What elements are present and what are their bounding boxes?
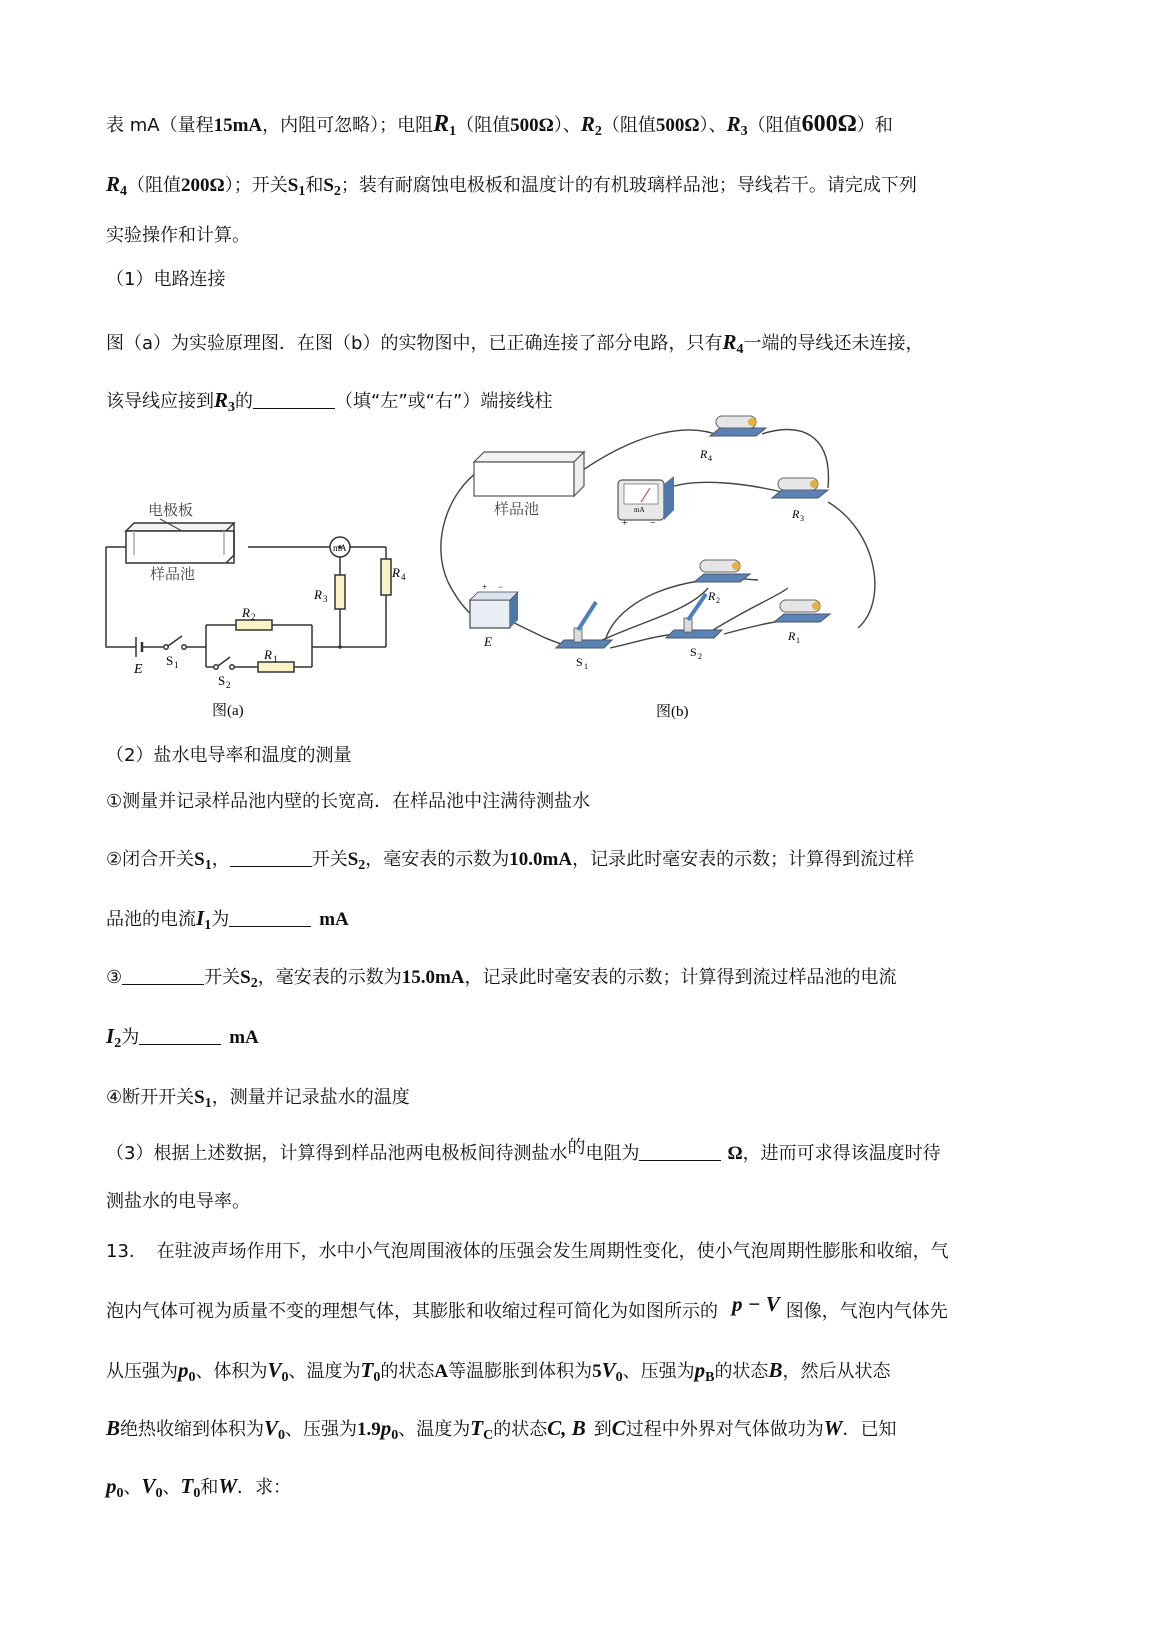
text: ，毫安表的示数为 — [257, 967, 402, 988]
math-i1: I — [196, 906, 205, 930]
math-unit: Ω — [727, 1143, 743, 1164]
text: 从压强为 — [106, 1361, 178, 1382]
q13-line-5 — [106, 1474, 291, 1506]
s2-sub: 2 — [226, 680, 231, 690]
text: ）、 — [699, 115, 727, 136]
math-s1: S — [194, 849, 205, 870]
text-line-step2 — [106, 848, 914, 878]
answer-blank[interactable] — [229, 910, 311, 927]
math-sub: 4 — [736, 342, 744, 357]
math-sub: 0 — [391, 1428, 399, 1443]
resistor-r2-icon — [694, 560, 750, 582]
math-sub: 3 — [228, 400, 236, 415]
math-sub: 3 — [740, 124, 748, 139]
r1-sub: 1 — [273, 654, 278, 664]
text: ）；开关 — [224, 175, 288, 196]
math-pv: p − V — [732, 1292, 780, 1316]
math-sub: 1 — [204, 918, 212, 933]
math-sub: 1 — [449, 124, 457, 139]
milliammeter-icon — [618, 476, 674, 520]
text: （阻值 — [127, 175, 182, 196]
text-line-part3b: 测盐水的电导率。 — [106, 1191, 250, 1212]
text-line-3: 实验操作和计算。 — [106, 225, 250, 246]
text: ， — [211, 849, 230, 870]
text: ，记录此时毫安表的示数；计算得到流过样品池的电流 — [464, 967, 897, 988]
text: 表 mA（量程 — [106, 115, 214, 136]
math-t0: T — [360, 1358, 374, 1382]
math-sub: 0 — [278, 1428, 286, 1443]
math-v0: V — [141, 1474, 156, 1498]
math-v0: V — [264, 1416, 279, 1440]
electrode-label: 电极板 — [148, 503, 194, 519]
text: （阻值 — [747, 115, 802, 136]
math-value: 200Ω — [181, 175, 225, 196]
section-heading-2: （2）盐水电导率和温度的测量 — [106, 745, 352, 766]
r1-label: R — [264, 647, 272, 662]
math-p0: p — [106, 1474, 117, 1498]
plus-label: + — [482, 582, 488, 592]
battery-icon — [470, 592, 518, 628]
answer-blank[interactable] — [230, 850, 312, 867]
switch-s1-icon — [556, 602, 612, 648]
text: ，毫安表的示数为 — [365, 849, 510, 870]
math-sub: 1 — [298, 184, 306, 199]
text: ；装有耐腐蚀电极板和温度计的有机玻璃样品池；导线若干。请完成下列 — [340, 175, 917, 196]
text: （阻值 — [601, 115, 656, 136]
figure-b-apparatus — [438, 422, 928, 722]
q13-line-3 — [106, 1358, 890, 1390]
answer-blank[interactable] — [139, 1028, 221, 1045]
pool-label: 样品池 — [150, 567, 196, 583]
math-states-cb: C, B — [547, 1416, 586, 1440]
text: 、温度为 — [288, 1361, 361, 1382]
math-state-a: A — [434, 1361, 449, 1382]
meter-label: mA — [333, 543, 347, 553]
text: 该导线应接到 — [106, 391, 214, 412]
text: ，记录此时毫安表的示数；计算得到流过样 — [572, 849, 915, 870]
text: ④断开开关 — [106, 1087, 195, 1108]
q13-line-1 — [106, 1240, 949, 1264]
math-r2: R — [580, 112, 595, 136]
text: 和 — [200, 1477, 219, 1498]
math-sub: C — [483, 1428, 494, 1443]
answer-blank[interactable] — [122, 968, 204, 985]
text: （阻值 — [456, 115, 511, 136]
math-sub: 2 — [333, 184, 341, 199]
math-range: 15mA — [213, 115, 263, 136]
math-sub: B — [705, 1370, 715, 1385]
text: 为 — [121, 1027, 140, 1048]
text-line-step2b — [106, 906, 349, 938]
e-label: E — [484, 634, 492, 649]
section-heading-1: （1）电路连接 — [106, 269, 226, 290]
math-sub: 0 — [281, 1370, 289, 1385]
text: 、压强为 — [622, 1361, 695, 1382]
figure-a-caption: 图(a) — [212, 703, 244, 719]
math-value: 15.0mA — [401, 967, 465, 988]
text: 的状态 — [380, 1361, 435, 1382]
text: 一端的导线还未连接， — [743, 333, 924, 354]
math-sub: 0 — [373, 1370, 381, 1385]
text-line-step3 — [106, 966, 897, 996]
text: 、温度为 — [398, 1419, 471, 1440]
math-value: 10.0mA — [509, 849, 573, 870]
math-sub: 0 — [155, 1486, 163, 1501]
meter-label: mA — [634, 506, 645, 514]
math-v0: V — [601, 1358, 616, 1382]
text: ③ — [106, 967, 123, 988]
text-line-1 — [106, 112, 893, 144]
r4-sub: 4 — [401, 572, 406, 582]
r3-sub: 3 — [323, 594, 328, 604]
s2-label: S — [690, 645, 697, 659]
text: 开关 — [204, 967, 241, 988]
text: 绝热收缩到体积为 — [120, 1419, 265, 1440]
text: ．求： — [237, 1477, 292, 1498]
r2-sub: 2 — [716, 596, 720, 605]
math-v0: V — [267, 1358, 282, 1382]
text-line-2 — [106, 172, 917, 204]
q13-line-4 — [106, 1416, 896, 1448]
math-s2: S — [347, 849, 359, 870]
text: ，进而可求得该温度时待 — [742, 1143, 941, 1164]
math-r1: R — [433, 111, 450, 137]
math-unit: mA — [319, 909, 349, 930]
figure-b-caption: 图(b) — [656, 704, 689, 720]
s1-sub: 1 — [174, 660, 179, 670]
math-sub: 2 — [594, 124, 602, 139]
text: ．已知 — [842, 1419, 897, 1440]
text: 为 — [211, 909, 230, 930]
text-line-step3b — [106, 1024, 259, 1056]
math-w: W — [823, 1416, 843, 1440]
text-line-6 — [106, 388, 552, 420]
math-sub: 0 — [193, 1486, 201, 1501]
text: 和 — [305, 175, 324, 196]
text: ）、 — [553, 115, 581, 136]
text: 过程中外界对气体做功为 — [625, 1419, 824, 1440]
math-p0: p — [380, 1416, 392, 1440]
r2-label: R — [242, 605, 250, 620]
r1-label: R — [788, 629, 796, 643]
math-r3: R — [214, 388, 229, 412]
text: 图像，气泡内气体先 — [785, 1301, 948, 1322]
math-r4: R — [106, 172, 121, 196]
figure-a-schematic — [100, 503, 410, 725]
math-coef: 1.9 — [357, 1419, 381, 1440]
text: 等温膨胀到体积为 — [448, 1361, 593, 1382]
math-value: 500Ω — [655, 115, 700, 136]
r2-label: R — [708, 589, 716, 603]
math-sub: 2 — [114, 1036, 122, 1051]
answer-blank[interactable] — [639, 1144, 721, 1161]
text: 开关 — [311, 849, 348, 870]
r1-sub: 1 — [796, 636, 800, 645]
text: 、 — [123, 1477, 142, 1498]
text: 图（a）为实验原理图．在图（b）的实物图中，已正确连接了部分电路，只有 — [106, 333, 723, 354]
minus-label: − — [650, 518, 656, 529]
math-w: W — [218, 1474, 238, 1498]
math-t0: T — [180, 1474, 194, 1498]
text-line-step1: ①测量并记录样品池内壁的长宽高．在样品池中注满待测盐水 — [106, 791, 591, 812]
math-s2: S — [240, 967, 251, 988]
r3-sub: 3 — [800, 514, 804, 523]
junction-dot — [338, 645, 342, 649]
math-sub: 1 — [204, 1096, 212, 1111]
text-line-part3 — [106, 1137, 941, 1166]
text: ，内阻可忽略）；电阻 — [262, 115, 434, 136]
pool-label: 样品池 — [494, 502, 540, 518]
math-sub: 2 — [358, 858, 366, 873]
text-line-step4 — [106, 1086, 410, 1116]
math-state-b: B — [768, 1358, 783, 1382]
math-p0: p — [178, 1358, 189, 1382]
s2-sub: 2 — [698, 652, 702, 661]
text: （填“左”或“右”）端接线柱 — [335, 391, 553, 412]
math-sub: 1 — [204, 858, 212, 873]
r2-sub: 2 — [251, 612, 256, 622]
text: 的 — [235, 391, 254, 412]
text: （3）根据上述数据，计算得到样品池两电极板间待测盐水 — [106, 1143, 568, 1164]
r4-sub: 4 — [708, 454, 712, 463]
s1-sub: 1 — [584, 662, 588, 671]
math-s2: S — [323, 175, 334, 196]
math-value: 600Ω — [801, 111, 857, 137]
r3-label: R — [792, 507, 800, 521]
sample-pool-icon — [474, 452, 584, 496]
math-value: 500Ω — [510, 115, 554, 136]
text: 电阻为 — [585, 1143, 640, 1164]
math-tc: T — [470, 1416, 484, 1440]
text: 的状态 — [714, 1361, 769, 1382]
q13-line-2 — [106, 1292, 948, 1324]
text: 到 — [593, 1419, 612, 1440]
math-sub: 0 — [116, 1486, 124, 1501]
math-sub: 0 — [615, 1370, 623, 1385]
math-sub: 2 — [250, 976, 258, 991]
s1-label: S — [166, 653, 174, 668]
math-state-c: C — [611, 1416, 626, 1440]
resistor-r1-icon — [774, 600, 830, 622]
math-r3: R — [726, 112, 741, 136]
math-s1: S — [287, 175, 299, 196]
resistor-r4-icon — [710, 416, 766, 436]
text: 的 — [567, 1137, 586, 1158]
text: 、压强为 — [285, 1419, 358, 1440]
s2-label: S — [218, 673, 226, 688]
r4-label: R — [392, 565, 400, 580]
text: ，然后从状态 — [782, 1361, 891, 1382]
math-unit: mA — [229, 1027, 259, 1048]
text: 泡内气体可视为质量不变的理想气体，其膨胀和收缩过程可简化为如图所示的 — [106, 1301, 718, 1322]
math-sub: 4 — [120, 184, 128, 199]
e-label: E — [134, 662, 143, 677]
math-s1: S — [194, 1087, 205, 1108]
resistor-r3-icon — [772, 478, 828, 498]
math-five: 5 — [592, 1361, 602, 1382]
r3-label: R — [314, 587, 322, 602]
math-r4: R — [722, 330, 737, 354]
math-i2: I — [106, 1024, 115, 1048]
text: 的状态 — [493, 1419, 548, 1440]
answer-blank[interactable] — [253, 392, 335, 409]
math-pb: p — [694, 1358, 706, 1382]
r4-label: R — [700, 447, 708, 461]
text: ，测量并记录盐水的温度 — [211, 1087, 410, 1108]
text: 品池的电流 — [106, 909, 196, 930]
text-line-5 — [106, 330, 923, 362]
question-number: 13. — [106, 1241, 135, 1262]
text: 、体积为 — [195, 1361, 268, 1382]
math-sub: 0 — [188, 1370, 196, 1385]
text: 在驻波声场作用下，水中小气泡周围液体的压强会发生周期性变化，使小气泡周期性膨胀和收缩，气 — [156, 1241, 949, 1262]
plus-label: + — [622, 518, 628, 529]
math-state-b: B — [106, 1416, 121, 1440]
text: ）和 — [856, 115, 893, 136]
text: ②闭合开关 — [106, 849, 195, 870]
s1-label: S — [576, 655, 583, 669]
text: 、 — [162, 1477, 181, 1498]
minus-label: − — [498, 582, 504, 592]
